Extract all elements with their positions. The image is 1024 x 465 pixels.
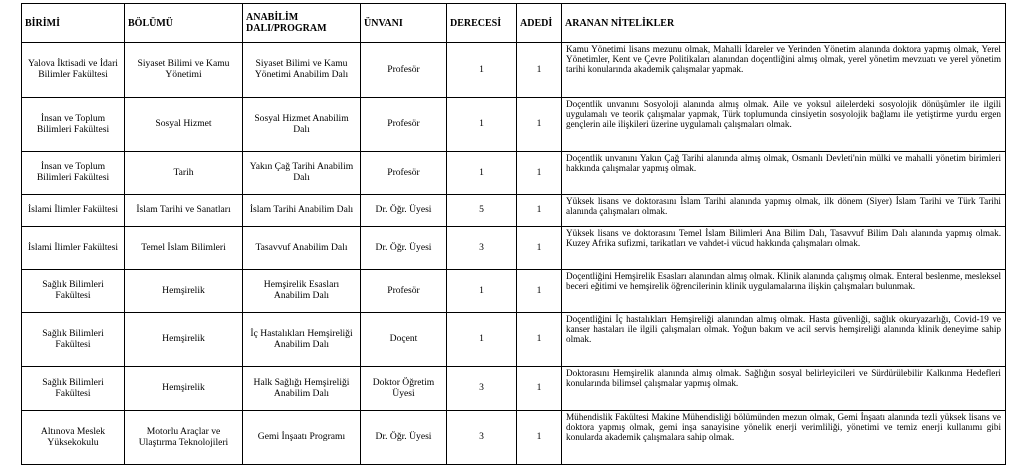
cell-anabilim: İç Hastalıkları Hemşireliği Anabilim Dalı <box>243 313 361 367</box>
cell-unvani: Doktor Öğretim Üyesi <box>361 367 447 411</box>
cell-bolumu: Tarih <box>125 152 243 195</box>
cell-birimi: İnsan ve Toplum Bilimleri Fakültesi <box>22 98 125 152</box>
table-row <box>22 313 1006 367</box>
cell-anabilim: Hemşirelik Esasları Anabilim Dalı <box>243 270 361 313</box>
positions-table <box>21 3 1006 465</box>
table-row <box>22 367 1006 411</box>
cell-birimi: Sağlık Bilimleri Fakültesi <box>22 367 125 411</box>
cell-bolumu: Siyaset Bilimi ve Kamu Yönetimi <box>125 43 243 98</box>
cell-anabilim: Halk Sağlığı Hemşireliği Anabilim Dalı <box>243 367 361 411</box>
cell-unvani: Dr. Öğr. Üyesi <box>361 411 447 465</box>
cell-derecesi: 1 <box>447 270 517 313</box>
cell-anabilim: Sosyal Hizmet Anabilim Dalı <box>243 98 361 152</box>
cell-derecesi: 1 <box>447 43 517 98</box>
cell-bolumu: Hemşirelik <box>125 367 243 411</box>
cell-birimi: İslami İlimler Fakültesi <box>22 195 125 227</box>
cell-adedi: 1 <box>517 313 562 367</box>
table-row <box>22 43 1006 98</box>
cell-birimi: Sağlık Bilimleri Fakültesi <box>22 270 125 313</box>
cell-bolumu: İslam Tarihi ve Sanatları <box>125 195 243 227</box>
cell-adedi: 1 <box>517 367 562 411</box>
cell-unvani: Dr. Öğr. Üyesi <box>361 227 447 270</box>
cell-bolumu: Hemşirelik <box>125 313 243 367</box>
cell-unvani: Profesör <box>361 98 447 152</box>
cell-adedi: 1 <box>517 43 562 98</box>
header-unvani: ÜNVANI <box>361 4 447 43</box>
header-anabilim: ANABİLİM DALI/PROGRAM <box>243 4 361 43</box>
cell-anabilim: İslam Tarihi Anabilim Dalı <box>243 195 361 227</box>
cell-nitelikler: Kamu Yönetimi lisans mezunu olmak, Mahalli İdareler ve Yerinden Yönetim alanında doktora yapmış olmak, Yerel Yönetimler, Kent ve Çevre Politikaları alanından doçentliğini almış olmak, yerel yönetim mevzuatı ve yerel yönetim tarihi konularında akademik çalışmalar yapmak. <box>562 43 1006 98</box>
cell-unvani: Profesör <box>361 270 447 313</box>
header-birimi: BİRİMİ <box>22 4 125 43</box>
cell-nitelikler: Yüksek lisans ve doktorasını Temel İslam Bilimleri Ana Bilim Dalı, Tasavvuf Bilim Dalı alanında yapmış olmak. Kuzey Afrika sufizmi, tarikatları ve vahdet-i vücud hakkında çalışmaları olmak. <box>562 227 1006 270</box>
cell-nitelikler: Doçentlik unvanını Yakın Çağ Tarihi alanında almış olmak, Osmanlı Devleti'nin mülki ve mahalli yönetim birimleri hakkında çalışmalar yapmış olmak. <box>562 152 1006 195</box>
cell-unvani: Profesör <box>361 43 447 98</box>
cell-nitelikler: Mühendislik Fakültesi Makine Mühendisliği bölümünden mezun olmak, Gemi İnşaatı alanında tezli yüksek lisans ve doktora yapmış olmak, gemi inşa sanayisine yönelik enerji verimliliği, yönetimi ve temiz enerji kullanımı gibi konularda akademik çalışmalara sahip olmak. <box>562 411 1006 465</box>
table-row <box>22 227 1006 270</box>
cell-bolumu: Sosyal Hizmet <box>125 98 243 152</box>
cell-bolumu: Hemşirelik <box>125 270 243 313</box>
cell-adedi: 1 <box>517 98 562 152</box>
cell-birimi: Altınova Meslek Yüksekokulu <box>22 411 125 465</box>
cell-nitelikler: Doçentlik unvanını Sosyoloji alanında almış olmak. Aile ve yoksul ailelerdeki sosyolojik dönüşümler ile ilgili uygulamalı ve teorik çalışmalar yapmak, Türk toplumunda cinsiyetin sosyolojik bağlamı ile yetiştirme yurdu ergen gençlerin aile ilişkileri üzerine uygulamalı çalışmaları olmak. <box>562 98 1006 152</box>
cell-adedi: 1 <box>517 227 562 270</box>
cell-derecesi: 3 <box>447 367 517 411</box>
cell-nitelikler: Doçentliğini Hemşirelik Esasları alanından almış olmak. Klinik alanında çalışmış olmak. Enteral beslenme, mesleksel beceri eğitimi ve hemşirelik öğrencilerinin klinik uygulamalarına ilişkin çalışmaları bulunmak. <box>562 270 1006 313</box>
header-adedi: ADEDİ <box>517 4 562 43</box>
cell-adedi: 1 <box>517 411 562 465</box>
header-row <box>22 4 1006 43</box>
cell-adedi: 1 <box>517 270 562 313</box>
cell-nitelikler: Doktorasını Hemşirelik alanında almış olmak. Sağlığın sosyal belirleyicileri ve Sürdürülebilir Kalkınma Hedefleri konularında bilimsel çalışmalar yapmış olmak. <box>562 367 1006 411</box>
cell-bolumu: Motorlu Araçlar ve Ulaştırma Teknolojileri <box>125 411 243 465</box>
cell-anabilim: Yakın Çağ Tarihi Anabilim Dalı <box>243 152 361 195</box>
cell-nitelikler: Doçentliğini İç hastalıkları Hemşireliği alanından almış olmak. Hasta güvenliği, sağlık okuryazarlığı, Covid-19 ve kanser hastaları ile ilgili çalışmaları olmak. Yoğun bakım ve acil servis hemşireliği alanında klinik deneyime sahip olmak. <box>562 313 1006 367</box>
cell-derecesi: 3 <box>447 411 517 465</box>
cell-birimi: İslami İlimler Fakültesi <box>22 227 125 270</box>
header-bolumu: BÖLÜMÜ <box>125 4 243 43</box>
cell-birimi: İnsan ve Toplum Bilimleri Fakültesi <box>22 152 125 195</box>
cell-bolumu: Temel İslam Bilimleri <box>125 227 243 270</box>
cell-birimi: Sağlık Bilimleri Fakültesi <box>22 313 125 367</box>
table-row <box>22 411 1006 465</box>
cell-nitelikler: Yüksek lisans ve doktorasını İslam Tarihi alanında yapmış olmak, ilk dönem (Siyer) İslam Tarihi ve Türk Tarihi alanında çalışmaları olmak. <box>562 195 1006 227</box>
cell-derecesi: 3 <box>447 227 517 270</box>
table-row <box>22 270 1006 313</box>
cell-adedi: 1 <box>517 152 562 195</box>
cell-derecesi: 5 <box>447 195 517 227</box>
header-nitelikler: ARANAN NİTELİKLER <box>562 4 1006 43</box>
cell-anabilim: Tasavvuf Anabilim Dalı <box>243 227 361 270</box>
cell-anabilim: Siyaset Bilimi ve Kamu Yönetimi Anabilim Dalı <box>243 43 361 98</box>
table-row <box>22 152 1006 195</box>
cell-unvani: Dr. Öğr. Üyesi <box>361 195 447 227</box>
header-derecesi: DERECESİ <box>447 4 517 43</box>
cell-adedi: 1 <box>517 195 562 227</box>
cell-unvani: Doçent <box>361 313 447 367</box>
table-row <box>22 98 1006 152</box>
cell-birimi: Yalova İktisadi ve İdari Bilimler Fakültesi <box>22 43 125 98</box>
cell-anabilim: Gemi İnşaatı Programı <box>243 411 361 465</box>
table-row <box>22 195 1006 227</box>
cell-unvani: Profesör <box>361 152 447 195</box>
cell-derecesi: 1 <box>447 152 517 195</box>
cell-derecesi: 1 <box>447 313 517 367</box>
cell-derecesi: 1 <box>447 98 517 152</box>
